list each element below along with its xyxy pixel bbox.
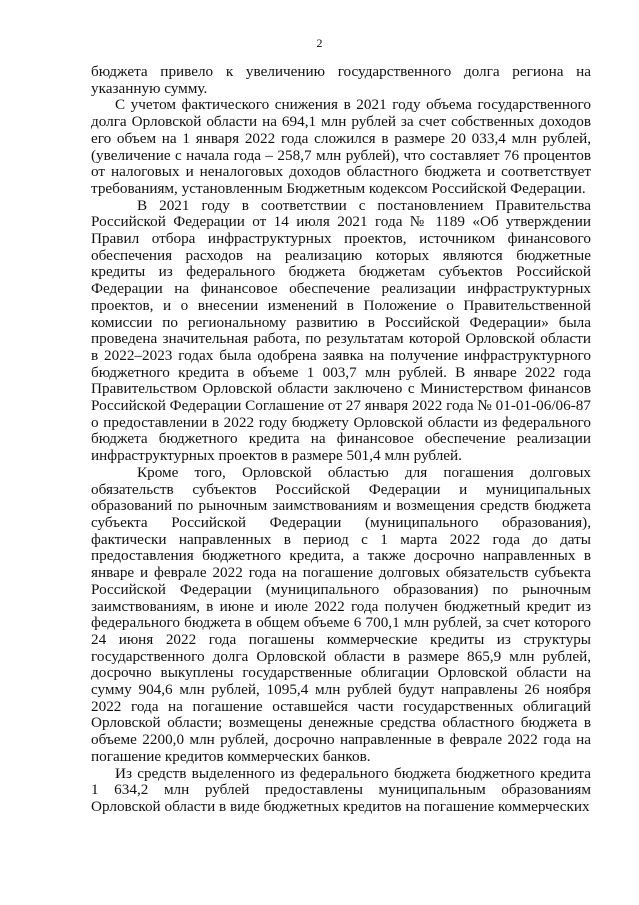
page-number: 2 (316, 36, 323, 50)
paragraph-state-debt: С учетом фактического снижения в 2021 году объема государственного долга Орловской области на 694,1 млн рублей за счет собственных доходов его объем на 1 января 2022 года сложился в размере 20 033,4 млн рублей, (увеличение с начала года – 258,7 млн рублей), что составляет 76 процентов от налоговых и неналоговых доходов областного бюджета и соответствует требованиям, установленным Бюджетным кодексом Российской Федерации. (91, 96, 591, 197)
paragraph-municipal-credits: Из средств выделенного из федерального бюджета бюджетного кредита 1 634,2 млн рублей предоставлены муниципальным образованиям Орловской области в виде бюджетных кредитов на погашение коммерческих (91, 764, 591, 815)
document-body (91, 64, 591, 816)
paragraph-continuation: бюджета привело к увеличению государственного долга региона на указанную сумму. (91, 63, 591, 97)
paragraph-infrastructure-credit: В 2021 году в соответствии с постановлением Правительства Российской Федерации от 14 июля 2021 года № 1189 «Об утверждении Правил отбора инфраструктурных проектов, источником финансового обеспечения расходов на реализацию которых являются бюджетные кредиты из федерального бюджета бюджетам субъектов Российской Федерации на финансовое обеспечение реализации инфраструктурных проектов, и о внесении изменений в Положение о Правительственной комиссии по региональному развитию в Российской Федерации» была проведена значительная работа, по результатам которой Орловской области в 2022–2023 годах была одобрена заявка на получение инфраструктурного бюджетного кредита в объеме 1 003,7 млн рублей. В январе 2022 года Правительством Орловской области заключено с Министерством финансов Российской Федерации Соглашение от 27 января 2022 года № 01-01-06/06-87 о предоставлении в 2022 году бюджету Орловской области из федерального бюджета бюджетного кредита на финансовое обеспечение реализации инфраструктурных проектов в размере 501,4 млн рублей. (91, 196, 591, 465)
paragraph-federal-budget-credit: Кроме того, Орловской областью для погашения долговых обязательств субъектов Российской Федерации и муниципальных образований по рыночным заимствованиям и возмещения средств бюджета субъекта Российской Федерации (муниципального образования), фактически направленных в период с 1 марта 2022 года до даты предоставления бюджетного кредита, а также досрочно направленных в январе и феврале 2022 года на погашение долговых обязательств субъекта Российской Федерации (муниципального образования) по рыночным заимствованиям, в июне и июле 2022 года получен бюджетный кредит из федерального бюджета в общем объеме 6 700,1 млн рублей, за счет которого 24 июня 2022 года погашены коммерческие кредиты из структуры государственного долга Орловской области в размере 865,9 млн рублей, досрочно выкуплены государственные облигации Орловской области на сумму 904,6 млн рублей, 1095,4 млн рублей будут направлены 26 ноября 2022 года на погашение оставшейся части государственных облигаций Орловской области; возмещены денежные средства областного бюджета в объеме 2200,0 млн рублей, досрочно направленные в феврале 2022 года на погашение кредитов коммерческих банков. (91, 463, 591, 765)
